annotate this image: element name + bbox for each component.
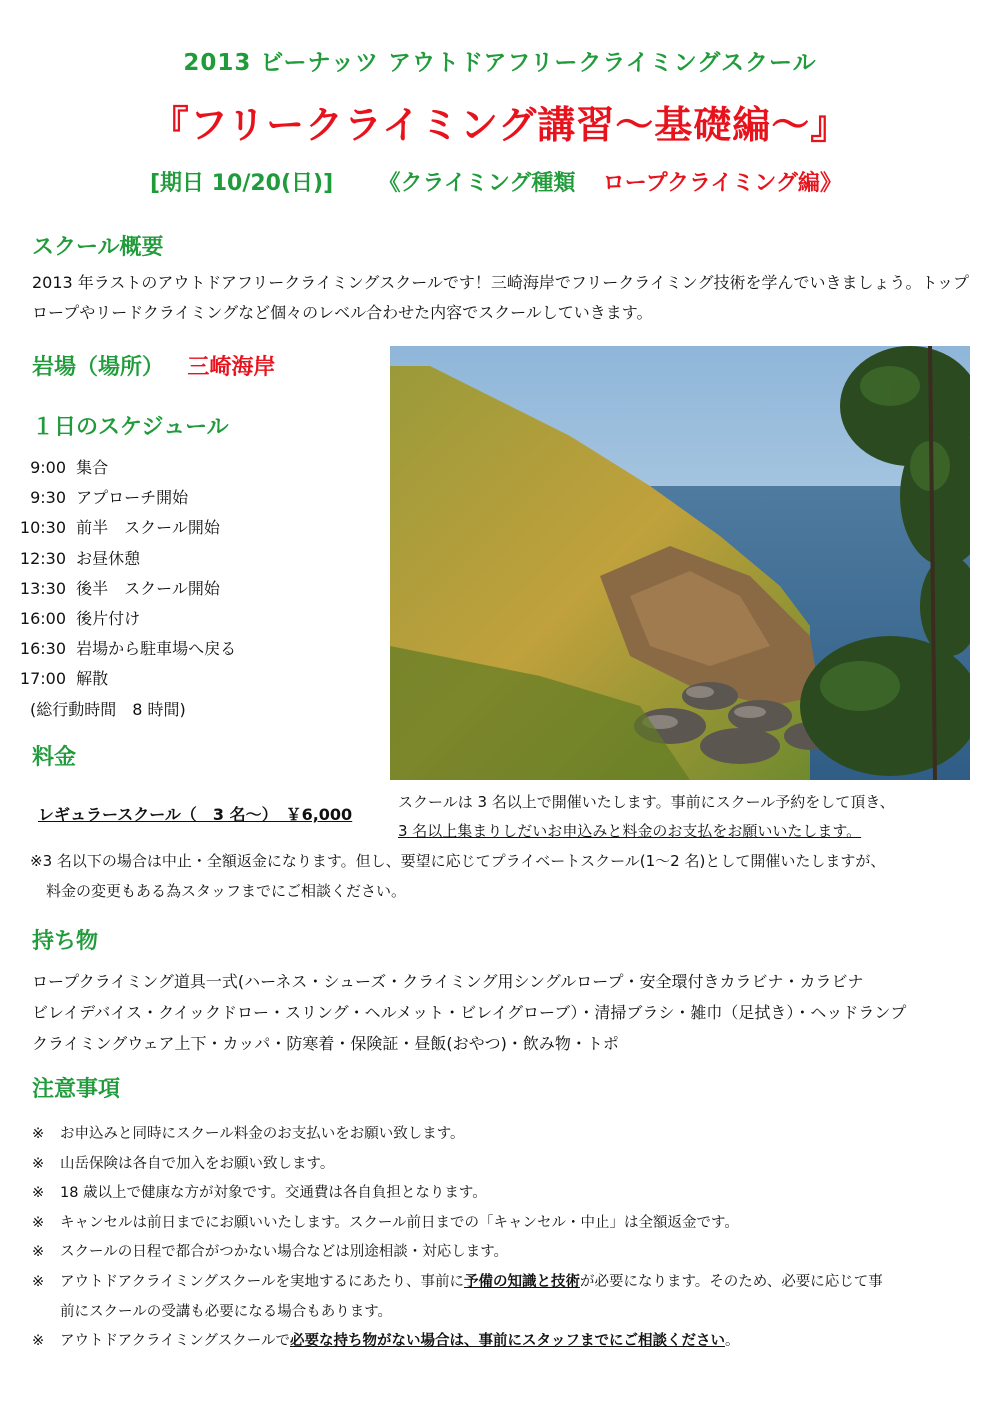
schedule-event: お昼休憩 (76, 548, 141, 568)
schedule-row (14, 574, 374, 604)
fee-note (398, 788, 978, 846)
note-text: が必要になります。そのため、必要に応じて事 (579, 1273, 883, 1290)
items-line: ビレイデバイス・クイックドロー・スリング・ヘルメット・ビレイグローブ）・清掃ブラシ・雑巾（足拭き）・ヘッドランプ (32, 1003, 907, 1022)
schedule-event: 前半 スクール開始 (76, 518, 220, 538)
cancel-note (30, 846, 990, 906)
note-item (32, 1179, 982, 1209)
schedule-time: 17:00 (19, 669, 66, 689)
fee-note-line2: 3 名以上集まりしだいお申込みと料金のお支払をお願いいたします。 (398, 822, 862, 840)
coast-photo (390, 346, 970, 780)
schedule-row (14, 634, 374, 664)
note-item (32, 1238, 982, 1268)
schedule-time: 9:30 (30, 488, 66, 508)
note-mark: ※ (32, 1273, 45, 1290)
note-mark: ※ (32, 1214, 45, 1231)
cancel-note-line1: ※3 名以下の場合は中止・全額返金になります。但し、要望に応じてプライベートスクール(1～2 名)として開催いたしますが、 (30, 852, 886, 870)
note-item (32, 1268, 982, 1298)
location-label: 岩場（場所） (32, 355, 165, 380)
location-value: 三崎海岸 (187, 355, 276, 380)
climbing-type-value: ロープクライミング編》 (602, 171, 842, 196)
note-item (32, 1209, 982, 1239)
climbing-type-label: 《クライミング種類 (378, 171, 576, 196)
items-heading: 持ち物 (32, 929, 99, 954)
overview-heading: スクール概要 (32, 235, 164, 260)
items-line: ロープクライミング道具一式(ハーネス・シューズ・クライミング用シングルロープ・安全環付きカラビナ・カラビナ (32, 972, 864, 991)
note-continuation: 前にスクールの受講も必要になる場合もあります。 (60, 1303, 393, 1320)
schedule-row (14, 604, 374, 634)
schedule-time: 16:30 (19, 639, 66, 659)
schedule-time: 16:00 (19, 608, 66, 628)
location (32, 350, 275, 381)
note-text: スクールの日程で都合がつかない場合などは別途相談・対応します。 (60, 1244, 509, 1261)
note-mark: ※ (32, 1155, 45, 1172)
note-emphasis: 必要な持ち物がない場合は、事前にスタッフまでにご相談ください (289, 1333, 725, 1350)
fee-heading: 料金 (32, 745, 77, 770)
schedule-time: 13:30 (19, 578, 66, 598)
items-list (32, 966, 982, 1059)
schedule-event: 後半 スクール開始 (76, 578, 220, 598)
overview-text: 2013 年ラストのアウトドアフリークライミングスクールです！三崎海岸でフリークライミング技術を学んでいきましょう。トップロープやリードクライミングなど個々のレベル合わせた内容でスクールしていきます。 (32, 273, 970, 322)
fee-note-line1: スクールは 3 名以上で開催いたします。事前にスクール予約をして頂き、 (398, 793, 895, 811)
schedule-event: 岩場から駐車場へ戻る (76, 639, 237, 659)
note-item (32, 1327, 982, 1357)
notes-heading: 注意事項 (32, 1077, 121, 1102)
schedule-row (14, 453, 374, 483)
note-mark: ※ (32, 1126, 45, 1142)
schedule-event: 集合 (76, 458, 109, 477)
items-line: クライミングウェア上下・カッパ・防寒着・保険証・昼飯(おやつ)・飲み物・トポ (32, 1034, 619, 1053)
schedule-row (14, 544, 374, 574)
note-mark: ※ (32, 1185, 45, 1202)
note-text: お申込みと同時にスクール料金のお支払いをお願い致します。 (60, 1126, 465, 1142)
page-title: 『フリークライミング講習～基礎編～』 (150, 103, 850, 147)
schedule-total: (総行動時間 8 時間) (30, 699, 186, 719)
schedule-event: 解散 (76, 669, 109, 689)
cancel-note-line2: 料金の変更もある為スタッフまでにご相談ください。 (46, 882, 407, 900)
notes-list (32, 1120, 982, 1357)
schedule-row (14, 483, 374, 513)
event-date: [期日 10/20(日)] (150, 171, 334, 196)
note-text: 18 歳以上で健康な方が対象です。交通費は各自負担となります。 (60, 1185, 487, 1202)
schedule-row (14, 664, 374, 694)
schedule-event: 後片付け (76, 608, 141, 628)
schedule-heading: １日のスケジュール (32, 415, 229, 440)
note-text: 。 (724, 1333, 740, 1350)
note-mark: ※ (32, 1244, 45, 1261)
note-item (32, 1150, 982, 1180)
schedule-event: アプローチ開始 (76, 488, 189, 508)
note-text: 山岳保険は各自で加入をお願い致します。 (60, 1155, 335, 1172)
note-mark: ※ (32, 1333, 45, 1350)
schedule-time: 10:30 (19, 518, 66, 538)
note-item (32, 1120, 982, 1150)
school-title: 2013 ビーナッツ アウトドアフリークライミングスクール (183, 50, 817, 76)
schedule-time: 12:30 (19, 548, 66, 568)
note-emphasis: 予備の知識と技術 (463, 1273, 580, 1290)
schedule-list (14, 453, 374, 725)
note-text: アウトドアクライミングスクールを実地するにあたり、事前に (60, 1273, 464, 1290)
schedule-time: 9:00 (30, 458, 66, 477)
schedule-row (14, 513, 374, 543)
regular-fee: レギュラースクール（ 3 名～） ￥6,000 (38, 805, 353, 824)
date-and-type (150, 166, 870, 197)
note-text: アウトドアクライミングスクールで (60, 1333, 290, 1350)
note-text: キャンセルは前日までにお願いいたします。スクール前日までの「キャンセル・中止」は全額返金です。 (60, 1214, 739, 1231)
